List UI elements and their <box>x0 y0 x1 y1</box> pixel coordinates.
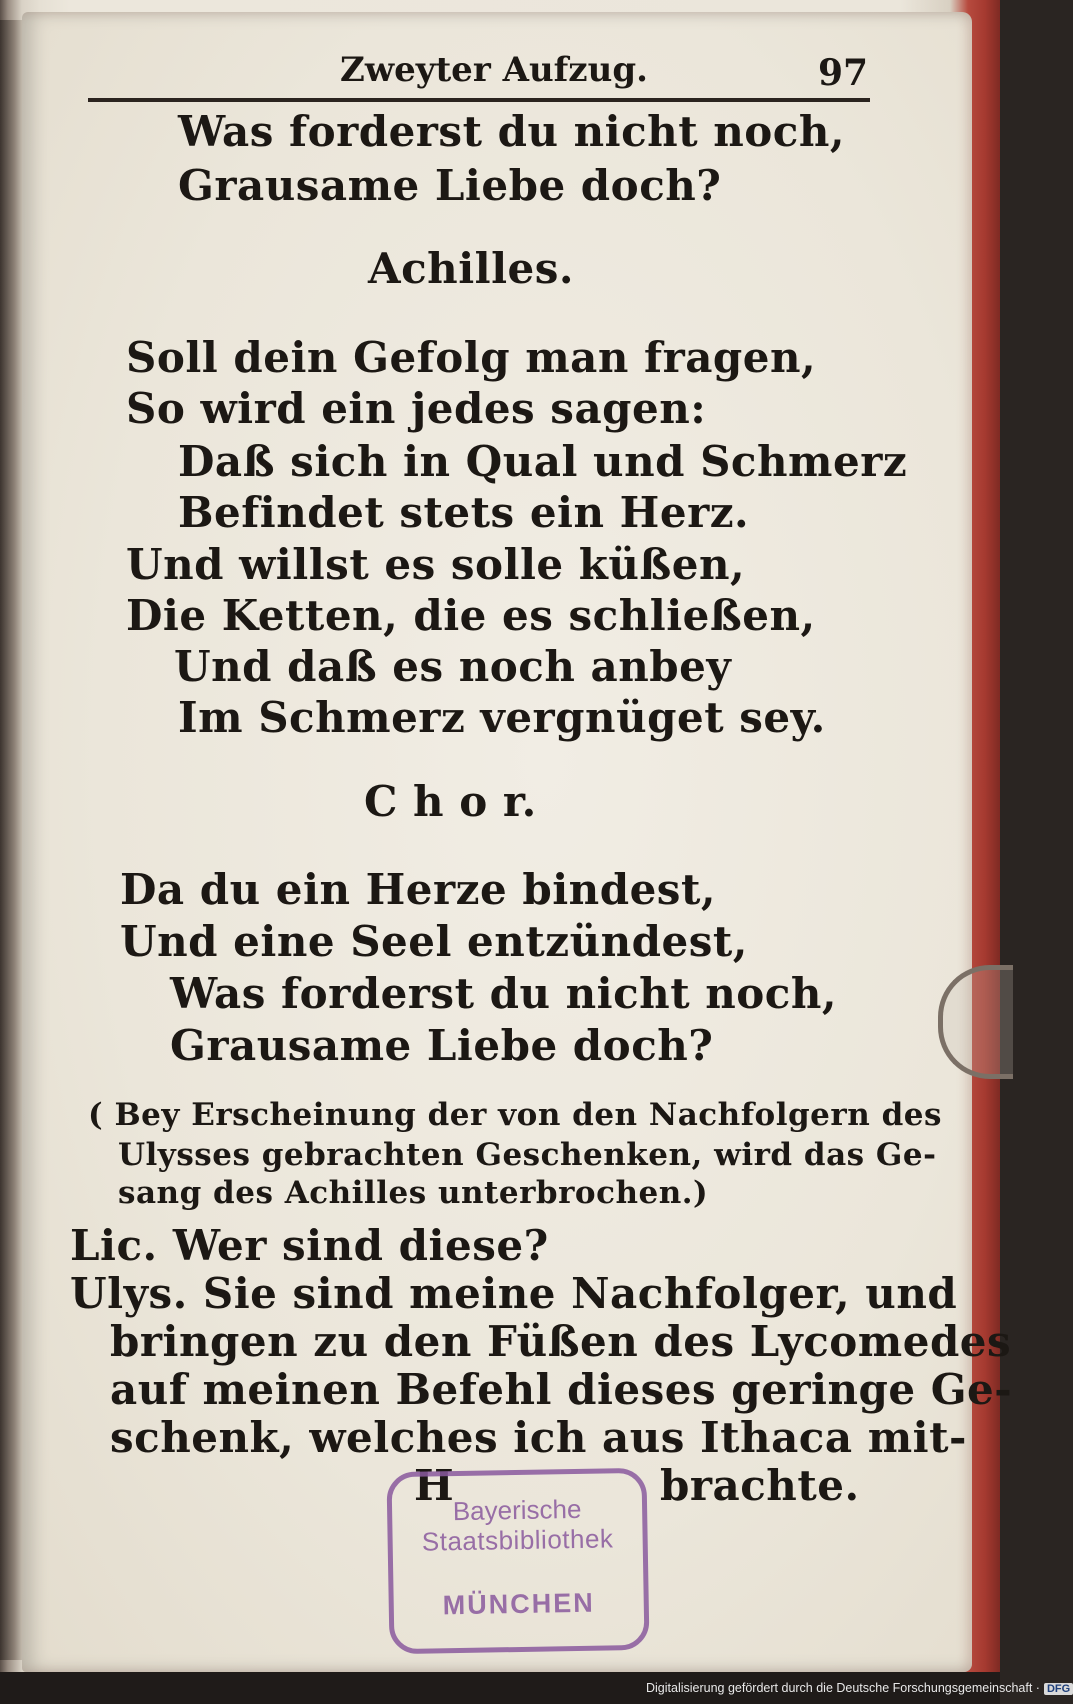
library-stamp <box>386 1468 649 1655</box>
stage-direction: ( Bey Erscheinung der von den Nachfolgern des <box>88 1097 942 1133</box>
stage-direction: sang des Achilles unterbrochen.) <box>118 1175 709 1211</box>
dfg-logo: DFG <box>1044 1683 1073 1695</box>
running-title: Zweyter Aufzug. <box>340 50 648 90</box>
dialogue-continuation: schenk, welches ich aus Ithaca mit- <box>110 1413 967 1462</box>
page-number: 97 <box>818 52 869 94</box>
verse-line: Was forderst du nicht noch, <box>170 969 838 1018</box>
verse-line: Befindet stets ein Herz. <box>178 488 750 537</box>
verse-line: Grausame Liebe doch? <box>170 1021 714 1070</box>
digitization-credit <box>646 1681 1073 1695</box>
stamp-line-2: Staatsbibliothek <box>421 1523 614 1557</box>
verse-line: Und daß es noch anbey <box>174 642 732 691</box>
speaker-heading-achilles: Achilles. <box>368 244 575 293</box>
verse-line: Daß sich in Qual und Schmerz <box>178 437 908 486</box>
speaker-name: Ulys. <box>70 1269 188 1318</box>
verse-line: Im Schmerz vergnüget sey. <box>178 693 826 742</box>
catchword: brachte. <box>660 1461 860 1510</box>
speech-text: Wer sind diese? <box>172 1221 549 1270</box>
verse-line: Was forderst du nicht noch, <box>178 107 846 156</box>
dialogue-continuation: bringen zu den Füßen des Lycomedes <box>110 1317 1012 1366</box>
stamp-line-1: Bayerische <box>452 1493 582 1527</box>
dialogue-line <box>70 1270 957 1318</box>
speaker-heading-chor: C h o r. <box>364 777 537 826</box>
stamp-line-3: MÜNCHEN <box>442 1587 596 1621</box>
verse-line: So wird ein jedes sagen: <box>126 384 707 433</box>
speaker-name: Lic. <box>70 1221 158 1270</box>
credit-text: Digitalisierung gefördert durch die Deutsche Forschungsgemeinschaft · <box>646 1681 1040 1695</box>
verse-line: Die Ketten, die es schließen, <box>126 591 816 640</box>
verse-line: Da du ein Herze bindest, <box>120 865 716 914</box>
signature-mark: H <box>414 1461 455 1510</box>
verse-line: Soll dein Gefolg man fragen, <box>126 333 817 382</box>
header-rule <box>88 98 870 102</box>
verse-line: Und eine Seel entzündest, <box>120 917 748 966</box>
verse-line: Grausame Liebe doch? <box>178 161 722 210</box>
stage-direction: Ulysses gebrachten Geschenken, wird das Ge- <box>118 1137 937 1173</box>
dialogue-line <box>70 1222 549 1270</box>
dialogue-continuation: auf meinen Befehl dieses geringe Ge- <box>110 1365 1013 1414</box>
speech-text: Sie sind meine Nachfolger, und <box>202 1269 958 1318</box>
verse-line: Und willst es solle küßen, <box>126 540 746 589</box>
